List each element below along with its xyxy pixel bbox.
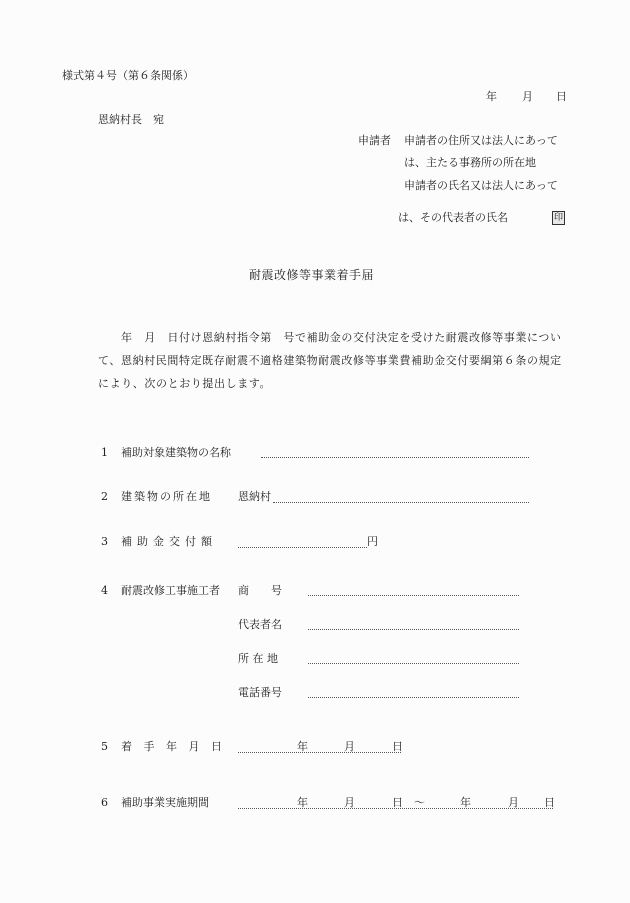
- contractor-phone-field[interactable]: [308, 697, 519, 698]
- item-6-tilde: ～: [414, 796, 425, 809]
- item-5-day: 日: [392, 740, 403, 753]
- document-title: 耐震改修等事業着手届: [249, 268, 375, 282]
- item-6-label: 補助事業実施期間: [121, 796, 209, 809]
- contractor-address-label: 所 在 地: [238, 652, 278, 665]
- item-6-month: 月: [344, 796, 355, 809]
- item-1-name-field[interactable]: [261, 457, 529, 458]
- item-6-year-end: 年: [460, 796, 471, 809]
- contractor-representative-label: 代表者名: [238, 618, 282, 631]
- item-1-number: 1: [101, 446, 108, 459]
- item-6-day: 日: [392, 796, 403, 809]
- applicant-name-line2: は、その代表者の氏名: [398, 211, 508, 224]
- item-6-month-end: 月: [508, 796, 519, 809]
- applicant-label: 申請者: [358, 134, 391, 147]
- applicant-address-line1: 申請者の住所又は法人にあって: [404, 134, 558, 147]
- contractor-representative-field[interactable]: [308, 629, 519, 630]
- date-day: 日: [556, 90, 567, 103]
- item-3-number: 3: [101, 535, 108, 548]
- body-line-1: 年 月 日付け恩納村指令第 号で補助金の交付決定を受けた耐震改修等事業につい: [121, 331, 562, 344]
- item-2-label: 建築物の所在地: [121, 490, 212, 503]
- date-month: 月: [522, 90, 533, 103]
- item-6-day-end: 日: [544, 796, 555, 809]
- item-4-label: 耐震改修工事施工者: [121, 584, 220, 597]
- item-5-start-date-field[interactable]: [238, 752, 401, 753]
- addressee: 恩納村長 宛: [98, 113, 164, 126]
- contractor-address-field[interactable]: [308, 663, 519, 664]
- applicant-name-line1: 申請者の氏名又は法人にあって: [404, 179, 558, 192]
- item-2-number: 2: [101, 490, 108, 503]
- contractor-trade-name-label: 商 号: [238, 584, 282, 597]
- date-year: 年: [486, 90, 497, 103]
- item-3-unit: 円: [367, 535, 378, 548]
- seal-mark: 印: [553, 213, 563, 223]
- contractor-phone-label: 電話番号: [238, 686, 282, 699]
- item-5-month: 月: [344, 740, 355, 753]
- item-2-prefix: 恩納村: [238, 490, 271, 503]
- item-5-number: 5: [101, 740, 108, 753]
- body-line-3: により、次のとおり提出します。: [98, 377, 272, 390]
- item-5-year: 年: [297, 740, 308, 753]
- item-1-label: 補助対象建築物の名称: [121, 446, 231, 459]
- item-2-location-field[interactable]: [273, 502, 529, 503]
- item-4-number: 4: [101, 584, 108, 597]
- item-5-label: 着 手 年 月 日: [121, 740, 226, 753]
- form-number: 様式第４号（第６条関係）: [62, 69, 194, 82]
- body-line-2: て、恩納村民間特定既存耐震不適格建築物耐震改修等事業費補助金交付要綱第６条の規定: [98, 354, 562, 367]
- item-3-label: 補助金交付額: [121, 535, 217, 548]
- item-3-amount-field[interactable]: [238, 547, 367, 548]
- applicant-address-line2: は、主たる事務所の所在地: [404, 156, 536, 169]
- contractor-trade-name-field[interactable]: [308, 595, 519, 596]
- item-6-number: 6: [101, 796, 108, 809]
- item-6-year: 年: [297, 796, 308, 809]
